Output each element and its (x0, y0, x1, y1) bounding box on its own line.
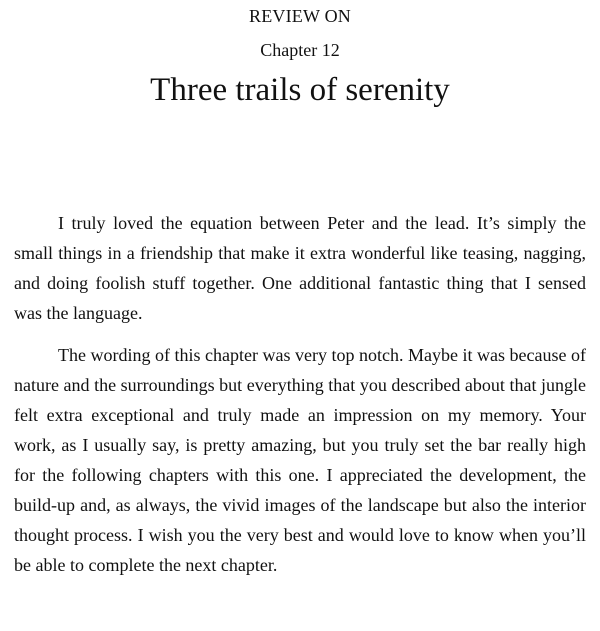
chapter-label: Chapter 12 (260, 40, 340, 60)
paragraph-1: I truly loved the equation between Peter and the lead. It’s simply the small things in a friendship that make it extra wonderful like teasing, nagging, and doing foolish stuff together. One additional fantastic thing that I sensed was the language. (14, 213, 586, 323)
page-title: Three trails of serenity (150, 72, 450, 108)
paragraph-2: The wording of this chapter was very top notch. Maybe it was because of nature and the surroundings but everything that you described about that jungle felt extra exceptional and truly made an impression on my memory. Your work, as I usually say, is pretty amazing, but you truly set the bar really high for the following chapters with this one. I appreciated the development, the build-up and, as always, the vivid images of the landscape but also the interior thought process. I wish you the very best and would love to know when you’ll be able to complete the next chapter. (14, 345, 586, 575)
review-label: REVIEW ON (249, 6, 351, 26)
review-body (14, 208, 586, 592)
